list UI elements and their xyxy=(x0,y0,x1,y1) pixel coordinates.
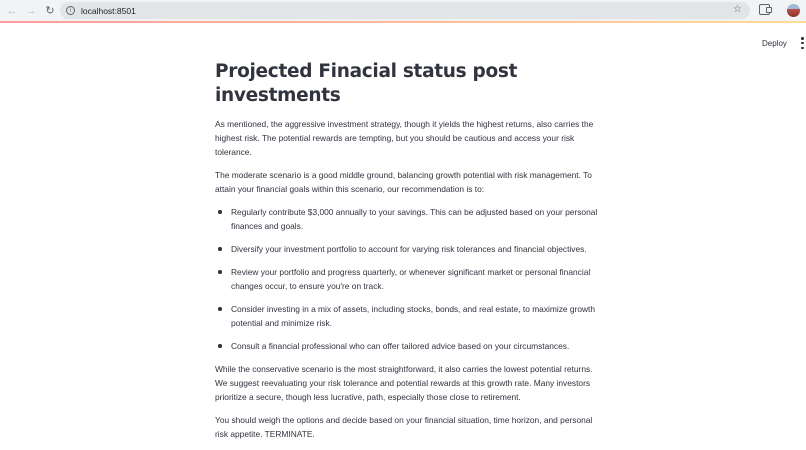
list-item: Consider investing in a mix of assets, including stocks, bonds, and real estate, to maximize growth potential and minimize risk. xyxy=(215,302,607,330)
profile-avatar[interactable] xyxy=(787,4,800,17)
app-header-decoration xyxy=(0,21,806,23)
list-item: Consult a financial professional who can offer tailored advice based on your circumstances. xyxy=(215,339,607,353)
deploy-button[interactable]: Deploy xyxy=(762,36,787,50)
url-text[interactable]: localhost:8501 xyxy=(81,5,136,16)
list-item: Regularly contribute $3,000 annually to your savings. This can be adjusted based on your personal finances and goals. xyxy=(215,205,607,233)
recommendation-list xyxy=(215,205,607,353)
page-title: Projected Finacial status post investments xyxy=(215,61,518,106)
browser-toolbar xyxy=(0,0,806,21)
address-bar[interactable] xyxy=(60,2,750,19)
bookmark-star-icon[interactable]: ☆ xyxy=(733,4,742,15)
back-arrow-icon[interactable]: ← xyxy=(6,4,18,17)
intro-paragraph-aggressive: As mentioned, the aggressive investment strategy, though it yields the highest returns, also carries the highest risk. The potential rewards are tempting, but you should be cautious and access your risk tolerance. xyxy=(215,119,594,157)
intro-paragraph-moderate: The moderate scenario is a good middle ground, balancing growth potential with risk management. To attain your financial goals within this scenario, our recommendation is to: xyxy=(215,170,592,194)
conservative-paragraph: While the conservative scenario is the most straightforward, it also carries the lowest potential returns. We suggest reevaluating your risk tolerance and potential rewards at this growth rate. Many investors prioritize a secure, though less lucrative, path, especially those close to retirement. xyxy=(215,364,593,402)
list-item: Diversify your investment portfolio to account for varying risk tolerances and financial objectives. xyxy=(215,242,607,256)
closing-paragraph: You should weigh the options and decide based on your financial situation, time horizon, and personal risk appetite. TERMINATE. xyxy=(215,415,593,439)
list-item: Review your portfolio and progress quarterly, or whenever significant market or personal financial changes occur, to ensure you're on track. xyxy=(215,265,607,293)
extensions-icon[interactable] xyxy=(759,4,770,15)
main-content xyxy=(215,60,607,450)
site-info-icon[interactable]: i xyxy=(66,6,75,15)
reload-icon[interactable]: ↻ xyxy=(45,5,55,17)
more-options-icon[interactable] xyxy=(801,37,804,49)
forward-arrow-icon[interactable]: → xyxy=(25,4,37,17)
